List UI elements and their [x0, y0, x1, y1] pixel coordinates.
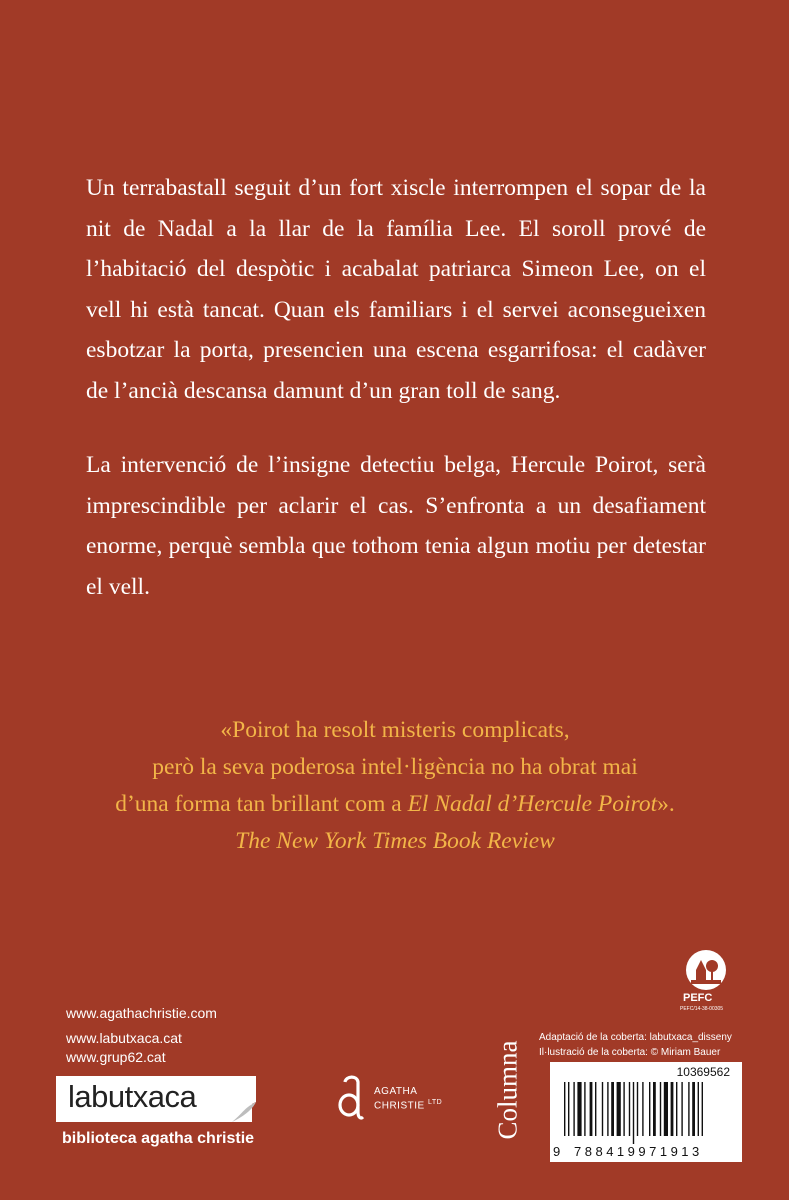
page-curl-icon [226, 1076, 256, 1122]
agatha-christie-wordmark [374, 1086, 442, 1111]
barcode-bar [671, 1082, 674, 1136]
barcode-bar [660, 1082, 661, 1136]
columna-text: Columna [492, 1040, 523, 1140]
columna-publisher-logo [490, 1026, 526, 1154]
agatha-line-1: AGATHA [374, 1086, 418, 1097]
barcode-bar [617, 1082, 621, 1136]
review-line-3-end: ». [657, 791, 675, 817]
ltd-mark: LTD [427, 1099, 443, 1106]
agatha-line-2: CHRISTIE $^{LTD}$ [374, 1099, 443, 1112]
barcode-bar [568, 1082, 569, 1136]
url-grup62[interactable]: www.grup62.cat [66, 1049, 166, 1065]
barcode-bar [595, 1082, 596, 1136]
collection-subtitle: biblioteca agatha christie [62, 1130, 255, 1147]
barcode-bar [681, 1082, 682, 1136]
credit-adaptation: Adaptació de la coberta: labutxaca_disseny [539, 1032, 732, 1043]
barcode-bar [649, 1082, 650, 1136]
cover-credits [539, 1030, 732, 1060]
agatha-christie-logo-icon [336, 1072, 366, 1124]
barcode-bar [577, 1082, 581, 1136]
labutxaca-logo [56, 1076, 252, 1122]
url-labutxaca[interactable]: www.labutxaca.cat [66, 1030, 182, 1046]
barcode-bar [702, 1082, 703, 1136]
labutxaca-logo-text: labutxaca [68, 1079, 197, 1114]
barcode-bar [584, 1082, 585, 1136]
review-quote [60, 712, 730, 860]
barcode-digits: 788419971913 [574, 1144, 703, 1159]
review-line-2: però la seva poderosa intel·ligència no ha obrat mai [152, 754, 638, 780]
barcode-reference: 10369562 [676, 1065, 730, 1079]
barcode-bar [676, 1082, 677, 1136]
barcode-bars [564, 1082, 738, 1144]
barcode-bar [590, 1082, 593, 1136]
website-links [66, 1004, 217, 1067]
review-line-1: «Poirot ha resolt misteris complicats, [220, 717, 570, 743]
pefc-code: PEFC/14-38-00305 [680, 1006, 724, 1012]
barcode-bar [629, 1082, 630, 1136]
barcode-bar [633, 1082, 634, 1144]
barcode-bar [653, 1082, 656, 1136]
barcode-bar [564, 1082, 565, 1136]
barcode-bar [637, 1082, 638, 1136]
synopsis [86, 168, 706, 641]
barcode-bar [664, 1082, 668, 1136]
review-line-3 [60, 786, 730, 823]
barcode-bar [642, 1082, 643, 1136]
barcode-bar [623, 1082, 624, 1136]
barcode-bar [602, 1082, 603, 1136]
review-book-title: El Nadal d’Hercule Poirot [407, 791, 658, 817]
barcode-bar [688, 1082, 689, 1136]
barcode-bar [692, 1082, 695, 1136]
pefc-label: PEFC [683, 992, 713, 1004]
barcode-bar [573, 1082, 574, 1136]
isbn-barcode [550, 1062, 742, 1162]
barcode-bar [698, 1082, 699, 1136]
synopsis-paragraph-1: Un terrabastall seguit d’un fort xiscle interrompen el sopar de la nit de Nadal a la llar de la família Lee. El soroll prové de l’habitació del despòtic i acabalat patriarca Simeon Lee, on el vell hi està tancat. Quan els familiars i el servei aconsegueixen esbotzar la porta, presencien una escena esgarrifosa: el cadàver de l’ancià descansa damunt d’un gran toll de sang. [86, 175, 706, 404]
synopsis-paragraph-2: La intervenció de l’insigne detectiu belga, Hercule Poirot, serà imprescindible per aclarir el cas. S’enfronta a un desafiament enorme, perquè sembla que tothom tenia algun motiu per detestar el vell. [86, 452, 706, 600]
barcode-first-digit: 9 [553, 1144, 561, 1159]
barcode-bar [607, 1082, 608, 1136]
review-line-3-start: d’una forma tan brillant com a [115, 791, 408, 817]
barcode-bar [611, 1082, 614, 1136]
pefc-tree-icon [684, 948, 728, 992]
credit-illustration: Il·lustració de la coberta: © Miriam Bauer [539, 1047, 721, 1058]
review-source: The New York Times Book Review [235, 828, 555, 854]
url-agathachristie[interactable]: www.agathachristie.com [66, 1005, 217, 1021]
